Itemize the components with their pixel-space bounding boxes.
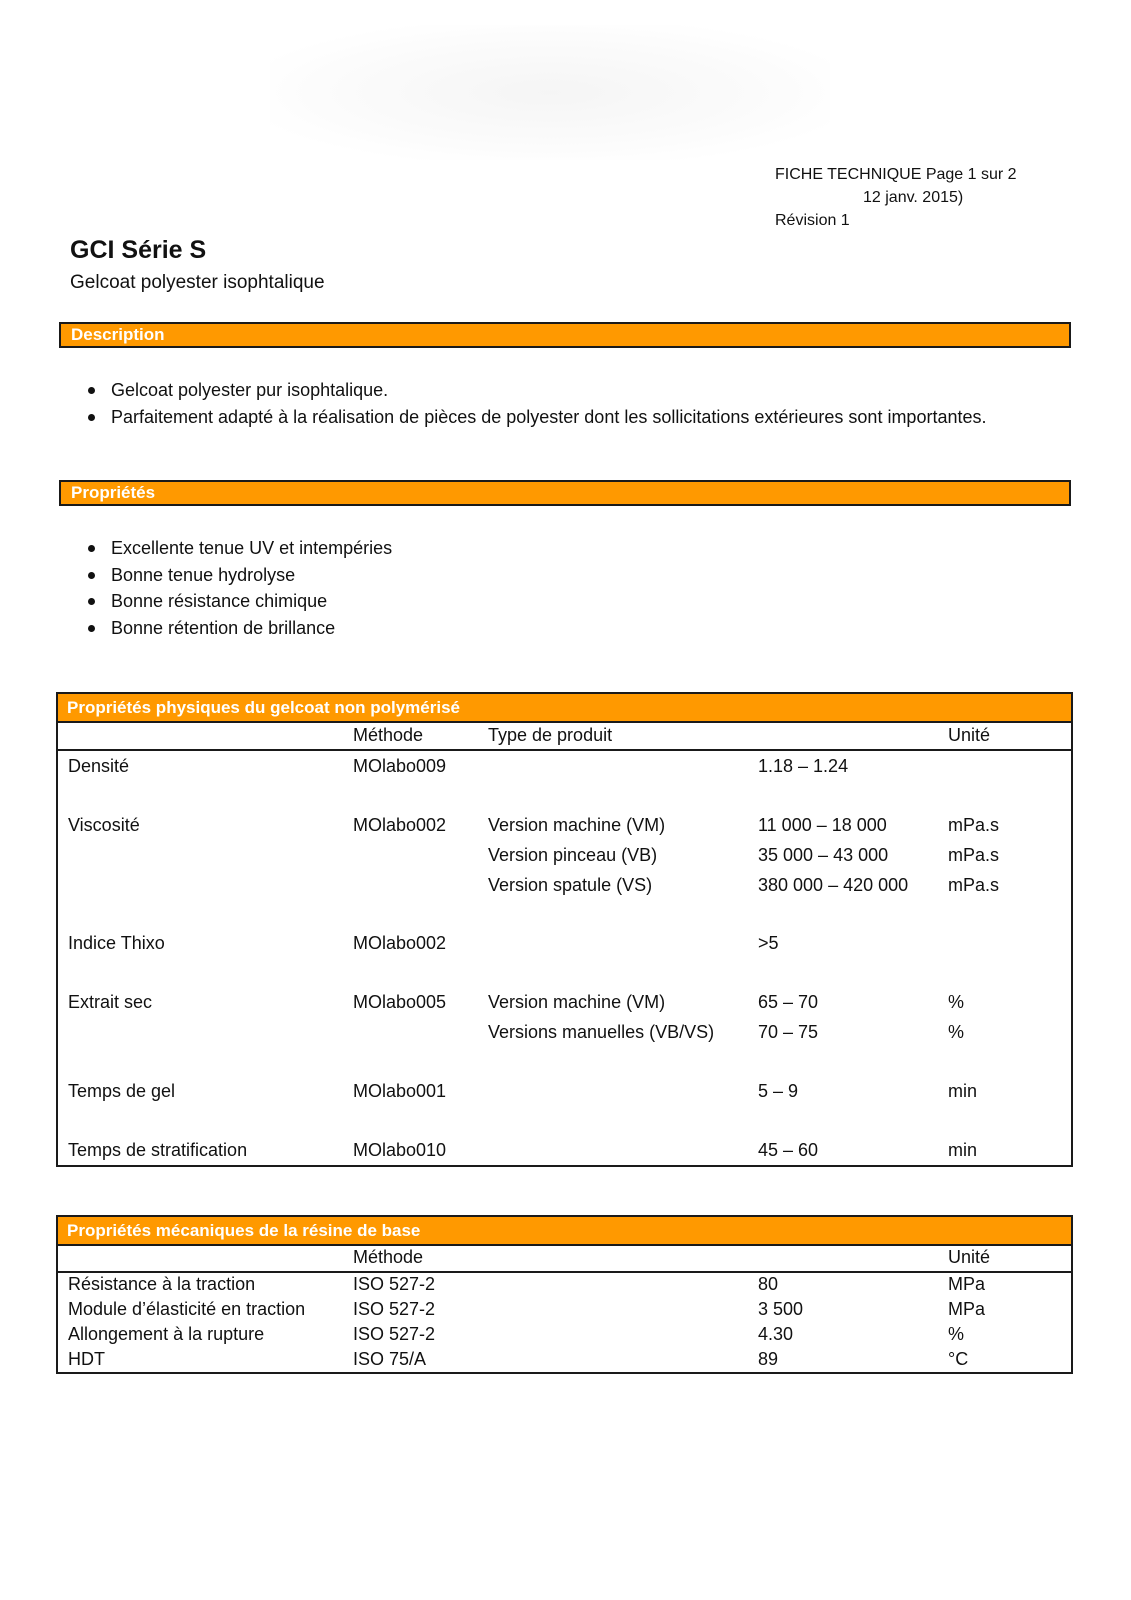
property-unit: MPa [948,1299,986,1319]
property-name: Densité [68,756,130,776]
mechanical-column-headers [58,1246,1071,1273]
doc-type-page: FICHE TECHNIQUE Page 1 sur 2 [775,166,1017,183]
property-value: 380 000 – 420 000 [758,875,909,895]
property-method: MOlabo002 [353,815,447,835]
product-type: Version machine (VM) [488,992,666,1012]
property-value: 3 500 [758,1299,804,1319]
property-value: 65 – 70 [758,992,819,1012]
property-value: 5 – 9 [758,1081,799,1101]
property-value: 70 – 75 [758,1022,819,1042]
property-unit: min [948,1140,978,1160]
property-unit: mPa.s [948,875,1000,895]
property-method: MOlabo005 [353,992,447,1012]
product-subtitle: Gelcoat polyester isophtalique [70,272,325,293]
property-name: HDT [68,1349,105,1369]
column-method: Méthode [353,725,424,745]
product-type: Version machine (VM) [488,815,666,835]
list-item: Bonne rétention de brillance [88,615,392,642]
column-product-type: Type de produit [488,725,613,745]
description-list [88,377,987,430]
physical-column-headers [58,723,1071,751]
list-item: Parfaitement adapté à la réalisation de pièces de polyester dont les sollicitations extérieures sont importantes. [88,404,987,431]
property-value: 11 000 – 18 000 [758,815,887,835]
mechanical-table-title: Propriétés mécaniques de la résine de base [58,1217,1071,1246]
product-title: GCI Série S [70,236,207,264]
description-heading: Description [59,322,1071,348]
property-method: ISO 527-2 [353,1324,436,1344]
column-unit: Unité [948,1247,991,1267]
property-value: >5 [758,933,779,953]
properties-list [88,535,392,641]
column-method: Méthode [353,1247,424,1267]
property-unit: mPa.s [948,845,1000,865]
physical-table-title: Propriétés physiques du gelcoat non polymérisé [58,694,1071,723]
document-info [775,163,1017,232]
list-item: Excellente tenue UV et intempéries [88,535,392,562]
property-value: 80 [758,1274,779,1294]
property-name: Allongement à la rupture [68,1324,265,1344]
physical-properties-table [56,692,1073,1167]
property-name: Temps de stratification [68,1140,248,1160]
property-value: 1.18 – 1.24 [758,756,849,776]
property-value: 89 [758,1349,779,1369]
list-item: Bonne tenue hydrolyse [88,562,392,589]
property-method: MOlabo002 [353,933,447,953]
property-method: ISO 75/A [353,1349,427,1369]
property-unit: MPa [948,1274,986,1294]
property-name: Résistance à la traction [68,1274,256,1294]
property-unit: mPa.s [948,815,1000,835]
mechanical-properties-table [56,1215,1073,1374]
property-value: 4.30 [758,1324,794,1344]
product-type: Version pinceau (VB) [488,845,658,865]
property-value: 35 000 – 43 000 [758,845,889,865]
property-name: Viscosité [68,815,140,835]
property-method: MOlabo010 [353,1140,447,1160]
column-unit: Unité [948,725,991,745]
product-type: Versions manuelles (VB/VS) [488,1022,715,1042]
product-type: Version spatule (VS) [488,875,653,895]
property-method: MOlabo009 [353,756,447,776]
property-name: Temps de gel [68,1081,176,1101]
property-name: Extrait sec [68,992,153,1012]
property-name: Module d’élasticité en traction [68,1299,306,1319]
property-unit: % [948,992,965,1012]
property-unit: min [948,1081,978,1101]
property-method: ISO 527-2 [353,1274,436,1294]
doc-date: 12 janv. 2015) [863,189,964,206]
properties-heading: Propriétés [59,480,1071,506]
logo-placeholder [270,25,830,160]
property-method: ISO 527-2 [353,1299,436,1319]
property-unit: % [948,1022,965,1042]
doc-revision: Révision 1 [775,212,850,229]
property-unit: °C [948,1349,969,1369]
property-name: Indice Thixo [68,933,165,953]
property-method: MOlabo001 [353,1081,447,1101]
list-item: Gelcoat polyester pur isophtalique. [88,377,987,404]
list-item: Bonne résistance chimique [88,588,392,615]
property-unit: % [948,1324,965,1344]
property-value: 45 – 60 [758,1140,819,1160]
